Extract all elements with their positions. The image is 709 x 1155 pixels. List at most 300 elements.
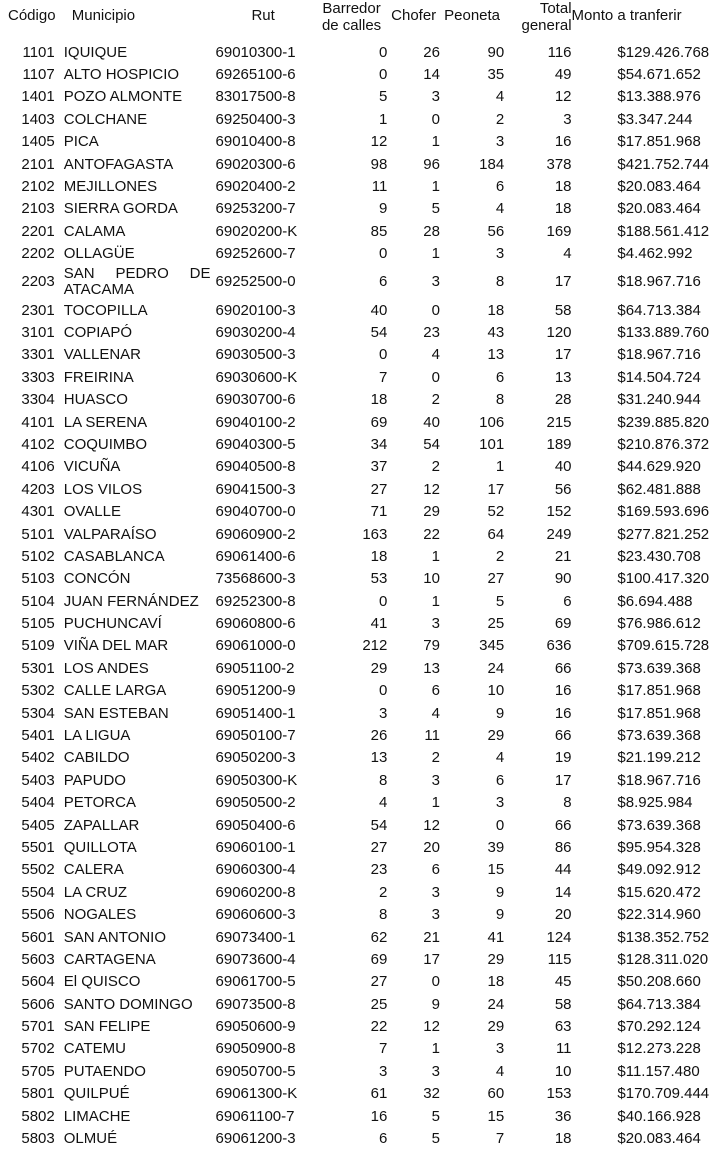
cell-barredor: 22 — [370, 1018, 388, 1036]
cell-municipio: JUAN FERNÁNDEZ — [63, 592, 199, 610]
cell-municipio: COLCHANE — [63, 110, 148, 128]
cell-monto: 73.639.368 — [625, 727, 701, 745]
cell-codigo: 5103 — [21, 570, 55, 588]
cell-barredor: 2 — [379, 883, 388, 901]
cell-currency: $ — [617, 570, 626, 588]
cell-currency: $ — [617, 794, 626, 812]
cell-chofer: 2 — [431, 391, 440, 409]
cell-barredor: 6 — [379, 1130, 388, 1148]
cell-codigo: 5104 — [21, 592, 55, 610]
cell-currency: $ — [617, 1130, 626, 1148]
table-row — [0, 657, 680, 679]
cell-chofer: 6 — [431, 682, 440, 700]
cell-codigo: 2103 — [21, 200, 55, 218]
cell-codigo: 3303 — [21, 368, 55, 386]
cell-currency: $ — [617, 727, 626, 745]
table-row — [0, 41, 680, 63]
cell-barredor: 4 — [379, 794, 388, 812]
cell-currency: $ — [617, 771, 626, 789]
cell-codigo: 5501 — [21, 838, 55, 856]
cell-codigo: 5705 — [21, 1062, 55, 1080]
cell-barredor: 13 — [370, 749, 388, 767]
cell-municipio: ZAPALLAR — [63, 816, 140, 834]
cell-peoneta: 56 — [487, 222, 505, 240]
cell-codigo: 5304 — [21, 704, 55, 722]
cell-currency: $ — [617, 413, 626, 431]
cell-barredor: 85 — [370, 222, 388, 240]
cell-chofer: 12 — [423, 480, 440, 498]
table-row — [0, 702, 680, 724]
cell-barredor: 69 — [370, 950, 388, 968]
cell-total: 69 — [554, 615, 572, 633]
cell-chofer: 79 — [423, 637, 440, 655]
cell-barredor: 163 — [362, 525, 388, 543]
cell-peoneta: 24 — [487, 659, 505, 677]
header-chofer: Chofer — [391, 7, 437, 24]
cell-barredor: 3 — [379, 704, 388, 722]
cell-monto: 128.311.020 — [625, 950, 709, 968]
cell-total: 63 — [554, 1018, 572, 1036]
cell-currency: $ — [617, 368, 626, 386]
table-row — [0, 903, 680, 925]
cell-peoneta: 17 — [487, 480, 505, 498]
cell-rut: 69010300-1 — [215, 43, 296, 61]
cell-total: 20 — [554, 906, 572, 924]
cell-monto: 73.639.368 — [625, 816, 701, 834]
cell-peoneta: 6 — [495, 368, 505, 386]
cell-rut: 69073400-1 — [215, 928, 296, 946]
cell-rut: 69050500-2 — [215, 794, 296, 812]
cell-codigo: 5401 — [21, 727, 55, 745]
table-row — [0, 1083, 680, 1105]
cell-rut: 69060800-6 — [215, 615, 296, 633]
cell-peoneta: 41 — [487, 928, 505, 946]
cell-barredor: 16 — [370, 1107, 388, 1125]
cell-monto: 62.481.888 — [625, 480, 701, 498]
cell-monto: 18.967.716 — [625, 771, 701, 789]
cell-total: 16 — [554, 133, 572, 151]
table-row — [0, 635, 680, 657]
cell-monto: 8.925.984 — [625, 794, 693, 812]
table-row — [0, 321, 680, 343]
cell-barredor: 0 — [379, 245, 388, 263]
cell-codigo: 5603 — [21, 950, 55, 968]
cell-codigo: 4301 — [21, 503, 55, 521]
cell-codigo: 5801 — [21, 1085, 55, 1103]
table-row — [0, 747, 680, 769]
cell-codigo: 4102 — [21, 435, 55, 453]
cell-codigo: 5301 — [21, 659, 55, 677]
cell-total: 19 — [554, 749, 572, 767]
cell-barredor: 61 — [370, 1085, 388, 1103]
cell-peoneta: 3 — [495, 1040, 505, 1058]
table-row — [0, 1060, 680, 1082]
cell-currency: $ — [617, 110, 626, 128]
cell-barredor: 0 — [379, 682, 388, 700]
cell-rut: 69061400-6 — [215, 547, 296, 565]
cell-chofer: 4 — [431, 346, 440, 364]
cell-codigo: 3101 — [21, 323, 55, 341]
cell-barredor: 41 — [370, 615, 388, 633]
cell-barredor: 18 — [370, 391, 388, 409]
cell-total: 8 — [563, 794, 572, 812]
cell-rut: 69051400-1 — [215, 704, 296, 722]
cell-codigo: 4106 — [21, 458, 55, 476]
cell-currency: $ — [617, 178, 626, 196]
cell-barredor: 0 — [379, 66, 388, 84]
cell-peoneta: 29 — [487, 727, 505, 745]
cell-codigo: 5606 — [21, 995, 55, 1013]
cell-municipio: POZO ALMONTE — [63, 88, 183, 106]
cell-currency: $ — [617, 273, 626, 291]
cell-barredor: 27 — [370, 838, 388, 856]
cell-municipio: VALLENAR — [63, 346, 141, 364]
cell-peoneta: 6 — [495, 178, 505, 196]
cell-monto: 14.504.724 — [625, 368, 701, 386]
cell-peoneta: 18 — [487, 301, 505, 319]
cell-monto: 18.967.716 — [625, 273, 701, 291]
cell-peoneta: 4 — [495, 1062, 505, 1080]
cell-total: 86 — [554, 838, 572, 856]
header-monto: Monto a tranferir — [571, 7, 682, 24]
cell-monto: 15.620.472 — [625, 883, 701, 901]
cell-codigo: 2202 — [21, 245, 55, 263]
cell-total: 115 — [547, 950, 572, 968]
cell-municipio: OVALLE — [63, 503, 121, 521]
cell-rut: 69050300-K — [215, 771, 298, 789]
cell-chofer: 3 — [431, 883, 440, 901]
cell-currency: $ — [617, 1018, 626, 1036]
cell-total: 11 — [555, 1040, 572, 1058]
cell-monto: 95.954.328 — [625, 838, 701, 856]
header-total — [504, 0, 571, 41]
cell-rut: 69252500-0 — [215, 273, 296, 291]
cell-municipio: IQUIQUE — [63, 43, 128, 61]
cell-codigo: 5404 — [21, 794, 55, 812]
cell-peoneta: 4 — [495, 749, 505, 767]
cell-municipio: LA LIGUA — [63, 727, 131, 745]
cell-currency: $ — [617, 704, 626, 722]
cell-monto: 70.292.124 — [625, 1018, 701, 1036]
cell-monto: 44.629.920 — [625, 458, 701, 476]
cell-currency: $ — [617, 1040, 626, 1058]
cell-municipio: CALLE LARGA — [63, 682, 167, 700]
cell-chofer: 0 — [431, 973, 440, 991]
table-row — [0, 411, 680, 433]
cell-total: 36 — [554, 1107, 572, 1125]
cell-barredor: 1 — [379, 110, 388, 128]
cell-barredor: 26 — [370, 727, 388, 745]
cell-total: 169 — [546, 222, 572, 240]
cell-rut: 69060600-3 — [215, 906, 296, 924]
cell-rut: 69050700-5 — [215, 1062, 296, 1080]
cell-currency: $ — [617, 883, 626, 901]
cell-rut: 69030200-4 — [215, 323, 296, 341]
cell-barredor: 27 — [370, 973, 388, 991]
cell-chofer: 1 — [431, 133, 440, 151]
cell-chofer: 1 — [431, 547, 440, 565]
cell-codigo: 3304 — [21, 391, 55, 409]
cell-total: 12 — [554, 88, 572, 106]
cell-municipio: CALERA — [63, 861, 124, 879]
cell-barredor: 27 — [370, 480, 388, 498]
cell-currency: $ — [617, 155, 626, 173]
cell-chofer: 3 — [431, 906, 440, 924]
cell-peoneta: 0 — [495, 816, 505, 834]
cell-peoneta: 9 — [495, 704, 505, 722]
cell-currency: $ — [617, 301, 626, 319]
cell-municipio: PETORCA — [63, 794, 136, 812]
cell-chofer: 3 — [431, 1062, 440, 1080]
cell-total: 215 — [546, 413, 572, 431]
cell-municipio: SAN PEDRO DE ATACAMA — [63, 264, 211, 298]
cell-total: 40 — [554, 458, 572, 476]
cell-municipio: CABILDO — [63, 749, 130, 767]
cell-barredor: 25 — [370, 995, 388, 1013]
cell-chofer: 1 — [431, 592, 440, 610]
cell-currency: $ — [617, 928, 626, 946]
cell-peoneta: 35 — [487, 66, 505, 84]
cell-rut: 69020400-2 — [215, 178, 296, 196]
table-row — [0, 299, 680, 321]
table-row — [0, 153, 680, 175]
cell-chofer: 9 — [431, 995, 440, 1013]
table-row — [0, 63, 680, 85]
cell-monto: 4.462.992 — [625, 245, 693, 263]
cell-codigo: 5105 — [21, 615, 55, 633]
cell-monto: 20.083.464 — [625, 1130, 701, 1148]
cell-currency: $ — [617, 659, 626, 677]
cell-rut: 69010400-8 — [215, 133, 296, 151]
cell-codigo: 4203 — [21, 480, 55, 498]
cell-monto: 50.208.660 — [625, 973, 701, 991]
cell-currency: $ — [617, 346, 626, 364]
cell-total: 56 — [554, 480, 572, 498]
cell-total: 3 — [563, 110, 572, 128]
cell-rut: 69060200-8 — [215, 883, 296, 901]
cell-rut: 69061200-3 — [215, 1130, 296, 1148]
cell-municipio: LIMACHE — [63, 1107, 131, 1125]
cell-codigo: 5502 — [21, 861, 55, 879]
table-row — [0, 1127, 680, 1149]
cell-municipio: SAN ESTEBAN — [63, 704, 169, 722]
cell-rut: 69253200-7 — [215, 200, 296, 218]
table-row — [0, 590, 680, 612]
cell-chofer: 54 — [423, 435, 440, 453]
cell-chofer: 1 — [431, 178, 440, 196]
cell-peoneta: 3 — [495, 245, 505, 263]
cell-monto: 133.889.760 — [625, 323, 709, 341]
cell-municipio: LOS ANDES — [63, 659, 149, 677]
cell-chofer: 3 — [431, 771, 440, 789]
cell-rut: 69050100-7 — [215, 727, 296, 745]
cell-total: 13 — [554, 368, 572, 386]
cell-rut: 69050400-6 — [215, 816, 296, 834]
cell-rut: 69061000-0 — [215, 637, 296, 655]
cell-rut: 69030600-K — [215, 368, 298, 386]
cell-peoneta: 9 — [495, 883, 505, 901]
cell-peoneta: 15 — [487, 1107, 505, 1125]
cell-monto: 709.615.728 — [625, 637, 709, 655]
cell-rut: 69040500-8 — [215, 458, 296, 476]
table-row — [0, 433, 680, 455]
cell-municipio: LA SERENA — [63, 413, 148, 431]
cell-municipio: SANTO DOMINGO — [63, 995, 193, 1013]
cell-municipio: SIERRA GORDA — [63, 200, 178, 218]
cell-municipio: VIÑA DEL MAR — [63, 637, 169, 655]
cell-monto: 49.092.912 — [625, 861, 701, 879]
cell-chofer: 1 — [431, 245, 440, 263]
cell-total: 116 — [547, 43, 572, 61]
cell-municipio: LA CRUZ — [63, 883, 128, 901]
cell-monto: 210.876.372 — [625, 435, 709, 453]
table-row — [0, 265, 680, 299]
cell-chofer: 29 — [423, 503, 440, 521]
cell-total: 58 — [554, 301, 572, 319]
cell-monto: 20.083.464 — [625, 178, 701, 196]
cell-rut: 69073500-8 — [215, 995, 296, 1013]
cell-monto: 12.273.228 — [625, 1040, 701, 1058]
cell-total: 17 — [554, 273, 572, 291]
header-total-line1: Total — [539, 0, 572, 17]
cell-monto: 18.967.716 — [625, 346, 701, 364]
table-row — [0, 388, 680, 410]
cell-municipio: CASABLANCA — [63, 547, 165, 565]
cell-chofer: 3 — [431, 273, 440, 291]
cell-barredor: 3 — [379, 1062, 388, 1080]
cell-rut: 69050900-8 — [215, 1040, 296, 1058]
cell-municipio: ANTOFAGASTA — [63, 155, 174, 173]
cell-monto: 100.417.320 — [625, 570, 709, 588]
table-row — [0, 612, 680, 634]
cell-chofer: 10 — [423, 570, 440, 588]
cell-currency: $ — [617, 525, 626, 543]
cell-codigo: 2101 — [21, 155, 55, 173]
cell-barredor: 18 — [370, 547, 388, 565]
cell-total: 152 — [546, 503, 572, 521]
cell-municipio: OLMUÉ — [63, 1130, 118, 1148]
table-row — [0, 523, 680, 545]
cell-municipio: SAN ANTONIO — [63, 928, 166, 946]
cell-codigo: 5802 — [21, 1107, 55, 1125]
cell-total: 124 — [546, 928, 572, 946]
cell-chofer: 5 — [431, 1130, 440, 1148]
cell-total: 17 — [554, 346, 572, 364]
cell-barredor: 0 — [379, 592, 388, 610]
cell-codigo: 1107 — [22, 66, 55, 84]
cell-monto: 40.166.928 — [625, 1107, 701, 1125]
cell-total: 4 — [563, 245, 572, 263]
cell-municipio: SAN FELIPE — [63, 1018, 151, 1036]
cell-chofer: 0 — [431, 301, 440, 319]
cell-barredor: 8 — [379, 771, 388, 789]
cell-rut: 69060900-2 — [215, 525, 296, 543]
cell-monto: 23.430.708 — [625, 547, 701, 565]
cell-currency: $ — [617, 749, 626, 767]
cell-codigo: 2203 — [21, 273, 55, 291]
cell-codigo: 1403 — [21, 110, 55, 128]
cell-currency: $ — [617, 973, 626, 991]
cell-currency: $ — [617, 435, 626, 453]
cell-chofer: 5 — [431, 200, 440, 218]
cell-barredor: 62 — [370, 928, 388, 946]
cell-chofer: 2 — [431, 458, 440, 476]
table-row — [0, 243, 680, 265]
cell-monto: 3.347.244 — [625, 110, 693, 128]
cell-chofer: 40 — [423, 413, 440, 431]
cell-currency: $ — [617, 323, 626, 341]
cell-currency: $ — [617, 88, 626, 106]
cell-peoneta: 5 — [495, 592, 505, 610]
cell-total: 120 — [546, 323, 572, 341]
cell-codigo: 2201 — [21, 222, 55, 240]
cell-total: 90 — [554, 570, 572, 588]
cell-currency: $ — [617, 66, 626, 84]
cell-chofer: 5 — [431, 1107, 440, 1125]
table-row — [0, 859, 680, 881]
cell-peoneta: 3 — [495, 794, 505, 812]
table-row — [0, 198, 680, 220]
table-row — [0, 724, 680, 746]
cell-rut: 69061100-7 — [215, 1107, 295, 1125]
cell-chofer: 28 — [423, 222, 440, 240]
cell-chofer: 14 — [423, 66, 440, 84]
cell-codigo: 5405 — [21, 816, 55, 834]
cell-monto: 11.157.480 — [625, 1062, 700, 1080]
cell-codigo: 1405 — [21, 133, 55, 151]
cell-currency: $ — [617, 1062, 626, 1080]
cell-rut: 69030500-3 — [215, 346, 296, 364]
cell-peoneta: 15 — [487, 861, 505, 879]
cell-monto: 76.986.612 — [625, 615, 701, 633]
cell-municipio: QUILLOTA — [63, 838, 137, 856]
cell-total: 21 — [554, 547, 572, 565]
cell-peoneta: 8 — [495, 391, 505, 409]
cell-monto: 239.885.820 — [625, 413, 709, 431]
cell-peoneta: 4 — [495, 200, 505, 218]
cell-monto: 277.821.252 — [625, 525, 709, 543]
cell-peoneta: 18 — [487, 973, 505, 991]
cell-municipio: COQUIMBO — [63, 435, 148, 453]
cell-municipio: PAPUDO — [63, 771, 126, 789]
cell-codigo: 5403 — [21, 771, 55, 789]
cell-rut: 69252300-8 — [215, 592, 296, 610]
cell-monto: 17.851.968 — [625, 133, 701, 151]
cell-codigo: 4101 — [21, 413, 55, 431]
cell-municipio: PUCHUNCAVÍ — [63, 615, 162, 633]
cell-total: 189 — [546, 435, 572, 453]
table-row — [0, 836, 680, 858]
cell-barredor: 8 — [379, 906, 388, 924]
cell-rut: 69060300-4 — [215, 861, 296, 879]
header-barredor-line2: de calles — [321, 17, 382, 34]
cell-municipio: PICA — [63, 133, 99, 151]
cell-total: 66 — [554, 816, 572, 834]
cell-currency: $ — [617, 861, 626, 879]
cell-monto: 6.694.488 — [625, 592, 693, 610]
cell-barredor: 5 — [379, 88, 388, 106]
cell-codigo: 5506 — [21, 906, 55, 924]
cell-currency: $ — [617, 245, 626, 263]
table-row — [0, 478, 680, 500]
cell-codigo: 5604 — [21, 973, 55, 991]
cell-monto: 20.083.464 — [625, 200, 701, 218]
cell-barredor: 69 — [370, 413, 388, 431]
header-rut: Rut — [251, 7, 275, 24]
cell-chofer: 0 — [431, 110, 440, 128]
cell-rut: 69265100-6 — [215, 66, 296, 84]
table-row — [0, 108, 680, 130]
